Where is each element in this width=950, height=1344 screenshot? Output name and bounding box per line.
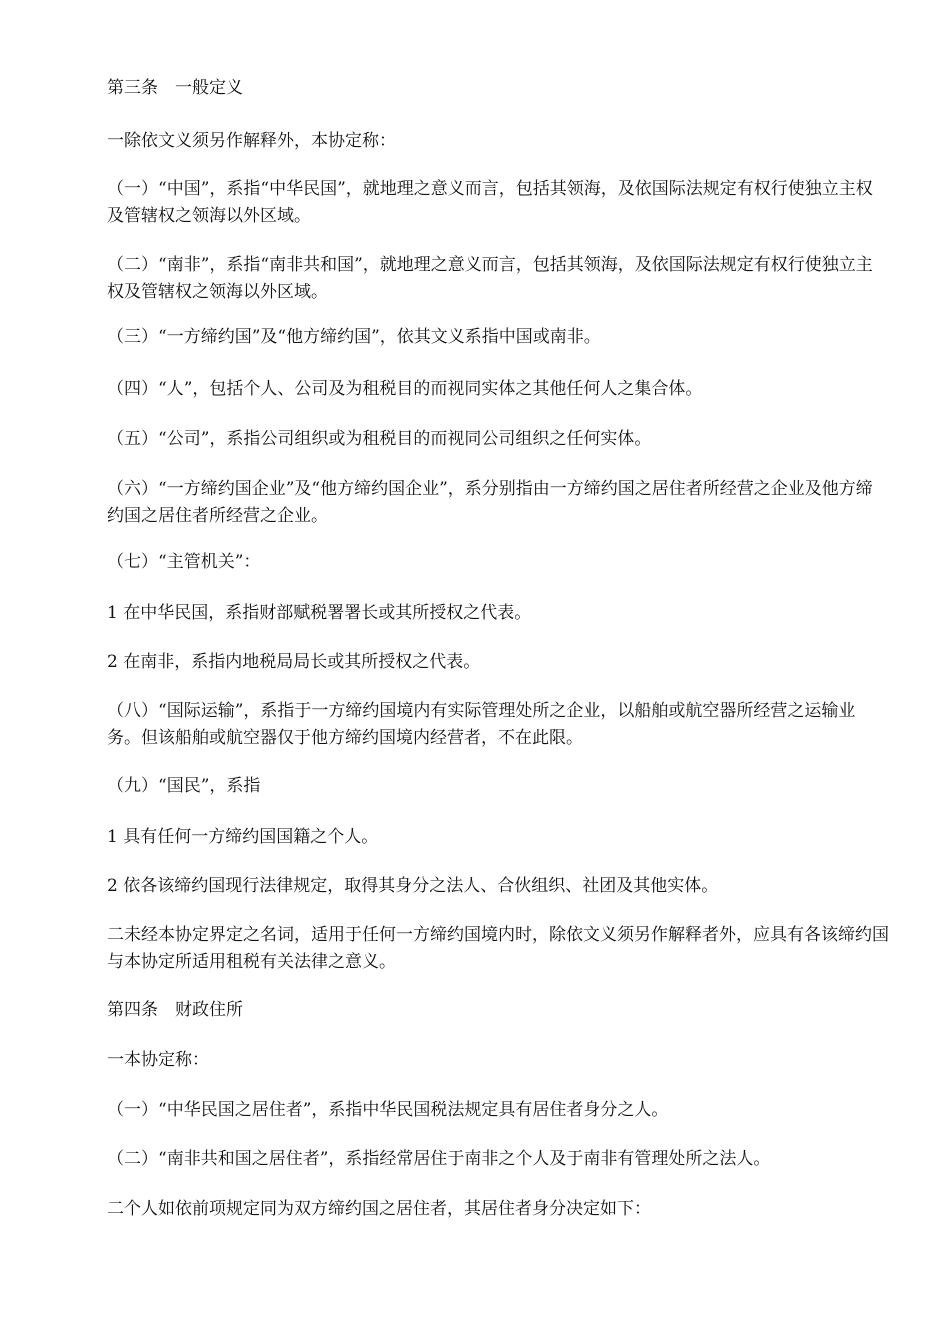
paragraph: （四）“人”，包括个人、公司及为租税目的而视同实体之其他任何人之集合体。 — [107, 379, 703, 399]
paragraph: （一）“中华民国之居住者”，系指中华民国税法规定具有居住者身分之人。 — [107, 1100, 669, 1120]
paragraph: （七）“主管机关”： — [107, 552, 261, 572]
paragraph: （九）“国民”，系指 — [107, 776, 261, 796]
paragraph: （六）“一方缔约国企业”及“他方缔约国企业”，系分别指由一方缔约国之居住者所经营之企业及他方缔约国之居住者所经营之企业。 — [107, 479, 873, 526]
paragraph: （二）“南非”，系指“南非共和国”，就地理之意义而言，包括其领海，及依国际法规定有权行使独立主权及管辖权之领海以外区域。 — [107, 255, 873, 302]
paragraph: 1 具有任何一方缔约国国籍之个人。 — [107, 827, 379, 847]
paragraph: 一除依文义须另作解释外，本协定称： — [107, 131, 396, 151]
article-4-heading: 第四条 财政住所 — [107, 1000, 243, 1020]
paragraph: （三）“一方缔约国”及“他方缔约国”，依其文义系指中国或南非。 — [107, 327, 601, 347]
paragraph: （二）“南非共和国之居住者”，系指经常居住于南非之个人及于南非有管理处所之法人。 — [107, 1149, 771, 1169]
article-3-heading: 第三条 一般定义 — [107, 78, 243, 98]
paragraph: 2 在南非，系指内地税局局长或其所授权之代表。 — [107, 652, 481, 672]
paragraph: 二未经本协定界定之名词，适用于任何一方缔约国境内时，除依文义须另作解释者外，应具有各该缔约国与本协定所适用租税有关法律之意义。 — [107, 925, 889, 972]
paragraph: （一）“中国”，系指“中华民国”，就地理之意义而言，包括其领海，及依国际法规定有权行使独立主权及管辖权之领海以外区域。 — [107, 179, 873, 226]
paragraph: 二个人如依前项规定同为双方缔约国之居住者，其居住者身分决定如下： — [107, 1199, 651, 1219]
paragraph: （五）“公司”，系指公司组织或为租税目的而视同公司组织之任何实体。 — [107, 429, 652, 449]
paragraph: （八）“国际运输”，系指于一方缔约国境内有实际管理处所之企业，以船舶或航空器所经营之运输业务。但该船舶或航空器仅于他方缔约国境内经营者，不在此限。 — [107, 701, 856, 748]
paragraph: 一本协定称： — [107, 1050, 209, 1070]
paragraph: 1 在中华民国，系指财部赋税署署长或其所授权之代表。 — [107, 603, 532, 623]
paragraph: 2 依各该缔约国现行法律规定，取得其身分之法人、合伙组织、社团及其他实体。 — [107, 876, 719, 896]
